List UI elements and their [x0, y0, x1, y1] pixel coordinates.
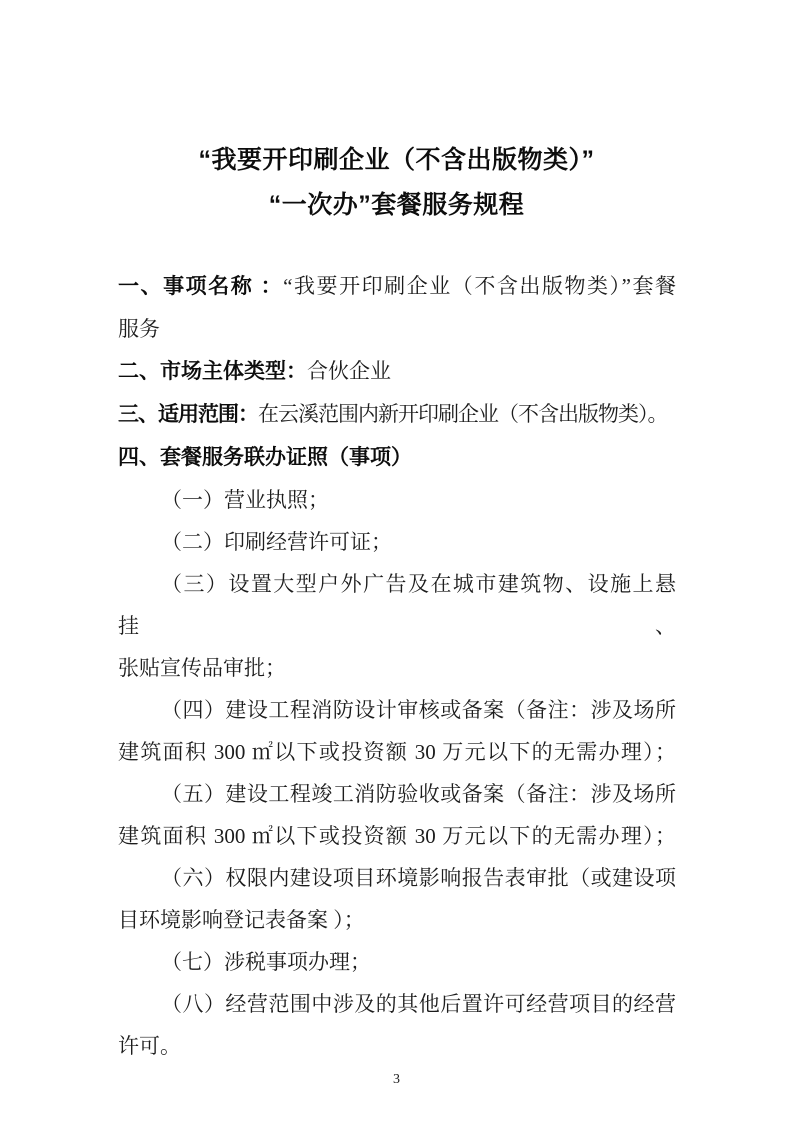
document-body — [118, 265, 676, 1067]
section-package-items-heading-label: 四、套餐服务联办证照（事项） — [118, 446, 412, 469]
license-item-6-continuation: 目环境影响登记表备案 ）； — [118, 908, 365, 932]
document-title — [0, 0, 793, 228]
section-market-entity-type-text: 合伙企业 — [307, 359, 391, 383]
section-package-items-heading — [118, 436, 676, 479]
license-item-5: （五）建设工程竣工消防验收或备案（备注：涉及场所 — [161, 782, 676, 806]
section-applicable-scope-text: 在云溪范围内新开印刷企业（不含出版物类）。 — [258, 402, 668, 426]
page-footer — [0, 1071, 793, 1089]
document-title-line-1: “我要开印刷企业（不含出版物类）” — [198, 146, 595, 174]
license-item-4: （四）建设工程消防设计审核或备案（备注：涉及场所 — [161, 698, 676, 722]
section-applicable-scope-label: 三、适用范围： — [118, 403, 258, 426]
section-market-entity-type — [118, 350, 676, 393]
section-item-name-continuation: 服务 — [118, 317, 160, 341]
license-item-8: （八）经营范围中涉及的其他后置许可经营项目的经营 — [161, 992, 676, 1016]
license-item-5-continuation: 建筑面积 300 ㎡以下或投资额 30 万元以下的无需办理）； — [118, 824, 676, 848]
section-item-name — [118, 265, 676, 308]
license-item-3: （三）设置大型户外广告及在城市建筑物、设施上悬挂、 — [118, 572, 676, 638]
license-item-6: （六）权限内建设项目环境影响报告表审批（或建设项 — [161, 866, 676, 890]
document-title-line-2: “一次办”套餐服务规程 — [268, 191, 525, 219]
license-item-4-continuation: 建筑面积 300 ㎡以下或投资额 30 万元以下的无需办理）； — [118, 740, 676, 764]
section-item-name-text: “我要开印刷企业（不含出版物类）”套餐 — [283, 274, 676, 298]
section-applicable-scope — [118, 393, 676, 436]
section-item-name-label: 一、事项名称 ： — [118, 275, 284, 298]
license-item-3-continuation: 张贴宣传品审批； — [118, 656, 286, 680]
license-item-1: （一）营业执照； — [161, 488, 329, 512]
license-item-2: （二）印刷经营许可证； — [161, 530, 392, 554]
page-number: 3 — [393, 1072, 400, 1087]
section-market-entity-type-label: 二、市场主体类型： — [118, 360, 307, 383]
license-item-8-continuation: 许可。 — [118, 1034, 181, 1058]
license-item-7: （七）涉税事项办理； — [161, 950, 371, 974]
